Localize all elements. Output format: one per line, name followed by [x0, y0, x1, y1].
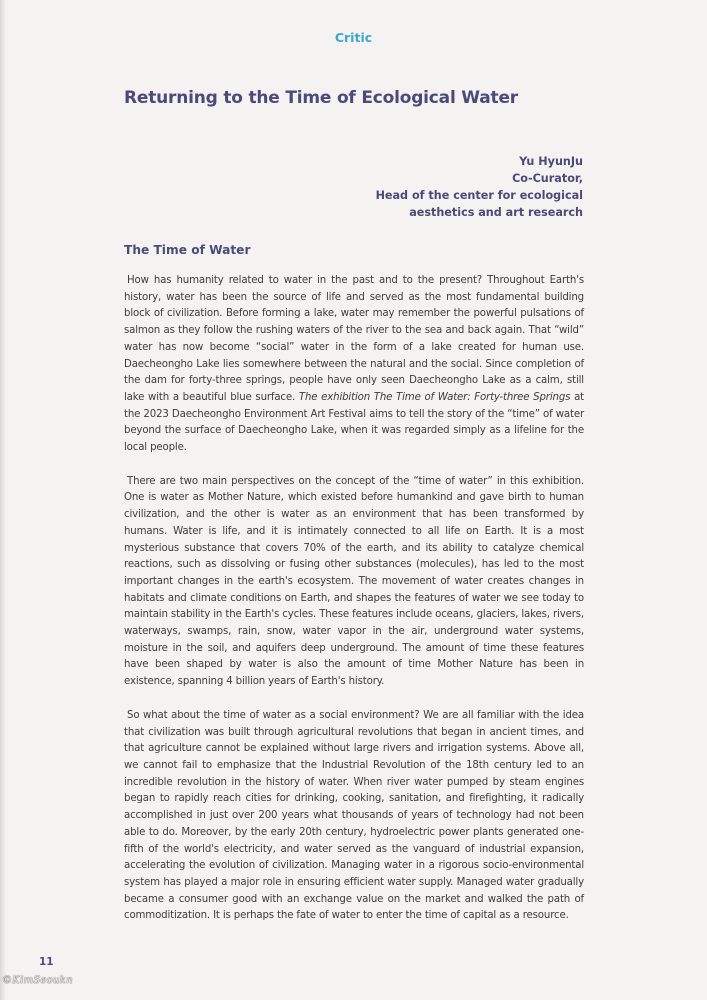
- author-position-line2: aesthetics and art research: [409, 206, 583, 219]
- watermark: ©KimSeoukn: [2, 975, 73, 986]
- section-label: Critic: [334, 30, 373, 45]
- author-position-line1: Head of the center for ecological: [375, 189, 583, 202]
- exhibition-title: The exhibition The Time of Water: Forty-three Springs: [298, 391, 571, 403]
- page-number: 11: [39, 956, 54, 968]
- article-body: [124, 273, 584, 942]
- author-name: Yu HyunJu: [519, 155, 583, 168]
- author-role: Co-Curator,: [512, 172, 583, 185]
- paragraph-1: [124, 273, 584, 457]
- paragraph-3: So what about the time of water as a social environment? We are all familiar with the idea that civilization was built through agricultural revolutions that began in ancient times, and that agriculture cannot be explained without large rivers and irrigation systems. Above all, we cannot fail to emphasize that the Industrial Revolution of the 18th century led to an incredible revolution in the history of water. When river water pumped by steam engines began to rapidly reach cities for drinking, cooking, sanitation, and firefighting, it radically accomplished in just over 200 years what thousands of years of technology had not been able to do. Moreover, by the early 20th century, hydroelectric power plants generated one-fifth of the world's electricity, and water served as the vanguard of industrial expansion, accelerating the evolution of civilization. Managing water in a rigorous socio-environmental system has played a major role in ensuring efficient water supply. Managed water gradually became a consumer good with an exchange value on the market and walked the path of commoditization. It is perhaps the fate of water to enter the time of capital as a resource.: [124, 709, 584, 922]
- paragraph-1-text-a: How has humanity related to water in the past and to the present? Throughout Earth's history, water has been the source of life and served as the most fundamental building block of civilization. Before forming a lake, water may remember the powerful pulsations of salmon as they follow the rushing waters of the river to the sea and back again. That “wild” water has now become “social” water in the form of a lake created for human use. Daecheongho Lake lies somewhere between the natural and the social. Since completion of the dam for forty-three springs, people have only seen Daecheongho Lake as a calm, still lake with a beautiful blue surface.: [124, 275, 584, 403]
- article-title: Returning to the Time of Ecological Water: [124, 88, 518, 108]
- page-edge-shadow: [0, 0, 6, 1000]
- paragraph-2: There are two main perspectives on the concept of the “time of water” in this exhibition. One is water as Mother Nature, which existed before humankind and gave birth to human civilization, and the other is water as an environment that has been transformed by humans. Water is life, and it is intimately connected to all life on Earth. It is a most mysterious substance that covers 70% of the earth, and its ability to catalyze chemical reactions, such as dissolving or fusing other substances (molecules), has led to the most important changes in the earth's ecosystem. The movement of water creates changes in habitats and climate conditions on Earth, and shapes the features of water we see today to maintain stability in the Earth's cycles. These features include oceans, glaciers, lakes, rivers, waterways, swamps, rain, snow, water vapor in the air, underground water systems, moisture in the soil, and aquifers deep underground. The amount of time these features have been shaped by water is also the amount of time Mother Nature has been in existence, spanning 4 billion years of Earth's history.: [124, 475, 584, 688]
- author-block: [376, 153, 583, 221]
- paragraph-1-text-b: at the 2023 Daecheongho Environment Art Festival aims to tell the story of the “time” of water beyond the surface of Daecheongho Lake, when it was regarded simply as a lifeline for the local people.: [124, 391, 584, 454]
- section-heading: The Time of Water: [124, 243, 251, 257]
